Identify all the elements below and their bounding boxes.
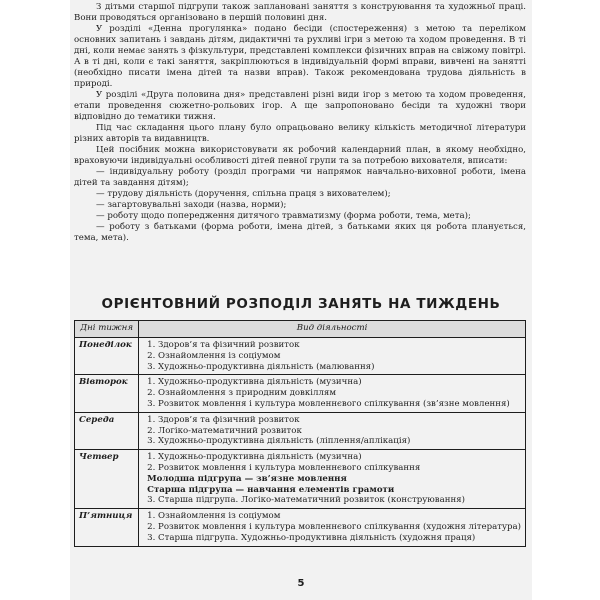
table-row <box>75 450 526 509</box>
bullet-item: — роботу з батьками (форма роботи, імена дітей, з батьками яких ця робота планується, тема, мета). <box>74 222 526 243</box>
paragraph: Цей посібник можна використовувати як робочий календарний план, в якому необхідно, враховуючи індивідуальні особливості дітей певної групи та за потребою вихователя, вписати: <box>74 145 526 166</box>
activity-line: 3. Розвиток мовлення і культура мовленнєвого спілкування (зв’язне мовлення) <box>147 398 510 409</box>
body-text <box>74 2 526 244</box>
activity-line: 3. Художньо-продуктивна діяльність (малювання) <box>147 361 375 372</box>
day-cell: П’ятниця <box>75 509 139 546</box>
document-page <box>70 0 532 600</box>
day-cell: Середа <box>75 412 139 449</box>
activities-cell <box>139 450 526 509</box>
table-row <box>75 338 526 375</box>
paragraph: У розділі «Друга половина дня» представлені різні види ігор з метою та ходом проведення, етапи проведення сюжетно-рольових ігор. А ще запропоновано бесіди та художні твори відповідно до тематики тижня. <box>74 90 526 122</box>
activity-line: 1. Ознайомлення із соціумом <box>147 511 281 522</box>
activity-line: 2. Логіко-математичний розвиток <box>147 425 302 436</box>
activity-line: 2. Ознайомлення з природним довкіллям <box>147 388 337 399</box>
activity-line: 2. Розвиток мовлення і культура мовленнєвого спілкування <box>147 462 421 473</box>
bullet-item: — загартовувальні заходи (назва, норми); <box>96 200 287 210</box>
activity-line: 1. Художньо-продуктивна діяльність (музична) <box>147 452 362 463</box>
section-title: ОРІЄНТОВНИЙ РОЗПОДІЛ ЗАНЯТЬ НА ТИЖДЕНЬ <box>101 296 501 312</box>
weekly-schedule-table <box>74 320 526 547</box>
header-activity: Вид діяльності <box>139 321 526 338</box>
paragraph: Під час складання цього плану було опрацьовано велику кількість методичної літератури різних авторів та видавництв. <box>74 123 526 144</box>
activities-cell <box>139 412 526 449</box>
table-row <box>75 375 526 412</box>
bullet-item: — роботу щодо попередження дитячого травматизму (форма роботи, тема, мета); <box>96 211 471 221</box>
bullet-list <box>74 167 526 244</box>
bullet-item: — індивідуальну роботу (розділ програми чи напрямок навчально-виховної роботи, імена дітей та завдання дітям); <box>74 167 526 188</box>
activity-line: 3. Старша підгрупа. Логіко-математичний розвиток (конструювання) <box>147 495 465 506</box>
header-day: Дні тижня <box>75 321 139 338</box>
activity-line: Молодша підгрупа — зв’язне мовлення <box>147 473 347 484</box>
activity-line: 1. Художньо-продуктивна діяльність (музична) <box>147 377 362 388</box>
table-row <box>75 412 526 449</box>
activity-line: 1. Здоров’я та фізичний розвиток <box>147 414 300 425</box>
paragraph: З дітьми старшої підгрупи також заплановані заняття з конструювання та художньої праці. Вони проводяться організовано в першій половині дня. <box>74 2 526 23</box>
activity-line: Старша підгрупа — навчання елементів грамоти <box>147 484 395 495</box>
activity-line: 1. Здоров’я та фізичний розвиток <box>147 340 300 350</box>
table-body <box>75 338 526 547</box>
bullet-item: — трудову діяльність (доручення, спільна праця з вихователем); <box>96 189 391 199</box>
activity-line: 3. Старша підгрупа. Художньо-продуктивна діяльність (художня праця) <box>147 532 476 543</box>
table-header-row <box>75 321 526 338</box>
activities-cell <box>139 509 526 546</box>
paragraph: У розділі «Денна прогулянка» подано бесіди (спостереження) з метою та переліком основних запитань і завдань дітям, дидактичні та рухливі ігри з метою та ходом проведення. В ті дні, коли немає занять з фізкультури, представлені комплекси фізичних вправ на свіжому повітрі. А в ті дні, коли є такі заняття, закріплюються в індивідуальній формі вправи, вивчені на занятті (необхідно писати імена дітей та назви вправ). Також рекомендована трудова діяльність в природі. <box>74 24 526 89</box>
activities-cell <box>139 338 526 375</box>
page-number: 5 <box>297 578 305 589</box>
table-row <box>75 509 526 546</box>
activity-line: 3. Художньо-продуктивна діяльність (ліплення/аплікація) <box>147 436 411 447</box>
day-cell: Четвер <box>75 450 139 509</box>
activities-cell <box>139 375 526 412</box>
activity-line: 2. Ознайомлення із соціумом <box>147 350 281 361</box>
day-cell: Вівторок <box>75 375 139 412</box>
day-cell: Понеділок <box>75 338 139 375</box>
activity-line: 2. Розвиток мовлення і культура мовленнєвого спілкування (художня література) <box>147 521 521 532</box>
